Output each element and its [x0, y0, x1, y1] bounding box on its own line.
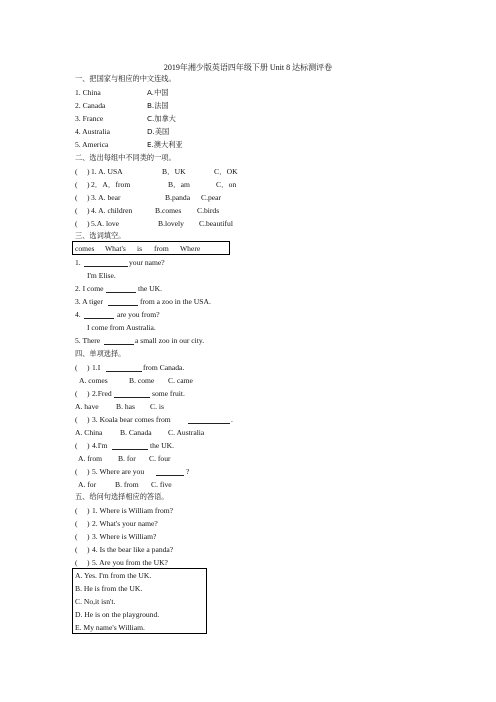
chinese-item: D.美国: [147, 127, 170, 136]
option-c: C.beautiful: [199, 219, 233, 228]
option-b: B．am: [168, 180, 190, 189]
choice-option: A. for: [78, 480, 97, 489]
chinese-item: A.中国: [147, 88, 169, 97]
answer-paren-close: ): [87, 506, 90, 515]
country-item: 3. France: [75, 114, 104, 123]
choice-option: B. Canada: [120, 428, 152, 437]
answer-paren-open: (: [75, 441, 78, 450]
answer-paren-close: ): [87, 167, 90, 176]
choice-option: B. from: [115, 480, 139, 489]
answer-paren-close: ): [87, 441, 90, 450]
choice-option: A. comes: [79, 376, 108, 385]
choice-question: 2.Fred: [92, 389, 112, 398]
choice-question: 5. Where are you: [92, 467, 145, 476]
answer-option: E. My name's William.: [75, 623, 145, 632]
option-a: 3. A. bear: [91, 193, 121, 202]
answer-paren-open: (: [75, 558, 78, 567]
option-c: C.birds: [197, 206, 220, 215]
answer-option: C. No,it isn't.: [75, 597, 116, 606]
word-bank-word: is: [137, 244, 143, 253]
answer-paren-open: (: [75, 545, 78, 554]
answer-paren-close: ): [87, 193, 90, 202]
match-question: 3. Where is William?: [92, 532, 157, 541]
answer-paren-open: (: [75, 180, 78, 189]
choice-question: the UK.: [150, 441, 175, 450]
option-b: B.comes: [155, 206, 182, 215]
fill-blank-question: your name?: [129, 258, 165, 267]
choice-question: ?: [186, 467, 190, 476]
answer-blank[interactable]: [112, 442, 148, 450]
fill-blank-question: 5. There: [75, 336, 101, 345]
option-a: 4. A. children: [91, 206, 133, 215]
word-bank-word: Where: [180, 244, 201, 253]
answer-paren-open: (: [75, 519, 78, 528]
answer-paren-open: (: [75, 363, 78, 372]
answer-paren-open: (: [75, 506, 78, 515]
answer-blank[interactable]: [84, 259, 128, 267]
match-question: 4. Is the bear like a panda?: [92, 545, 174, 554]
answer-paren-close: ): [87, 519, 90, 528]
fill-blank-question: a small zoo in our city.: [135, 336, 205, 345]
answer-paren-close: ): [87, 363, 90, 372]
answer-paren-close: ): [87, 558, 90, 567]
answer-text: I come from Australia.: [87, 323, 156, 332]
word-bank-word: What's: [105, 244, 126, 253]
choice-option: C. four: [149, 454, 171, 463]
answer-paren-open: (: [75, 167, 78, 176]
page-title: 2019年湘少版英语四年级下册 Unit 8 达标测评卷: [163, 63, 333, 72]
choice-option: B. for: [118, 454, 136, 463]
chinese-item: B.法国: [147, 101, 169, 110]
answer-blank[interactable]: [106, 285, 136, 293]
section4-heading: 四、单项选择。: [75, 349, 126, 358]
option-b: B.panda: [165, 193, 191, 202]
choice-option: C. is: [150, 402, 164, 411]
word-bank-word: comes: [75, 244, 95, 253]
country-item: 4. Australia: [75, 127, 111, 136]
answer-blank[interactable]: [84, 311, 114, 319]
answer-paren-close: ): [87, 389, 90, 398]
answer-paren-open: (: [75, 206, 78, 215]
fill-blank-question: 1.: [75, 258, 81, 267]
match-question: 2. What's your name?: [92, 519, 158, 528]
country-item: 5. America: [75, 140, 109, 149]
choice-question: from Canada.: [143, 363, 185, 372]
chinese-item: C.加拿大: [147, 114, 176, 123]
fill-blank-question: are you from?: [117, 310, 160, 319]
match-question: 5. Are you from the UK?: [92, 558, 168, 567]
word-bank: [72, 241, 230, 255]
answer-text: I'm Elise.: [87, 271, 116, 280]
section3-heading: 三、选词填空。: [75, 231, 126, 240]
choice-option: B. has: [116, 402, 135, 411]
answer-paren-open: (: [75, 193, 78, 202]
choice-question: 3. Koala bear comes from: [92, 415, 171, 424]
choice-option: A. have: [75, 402, 99, 411]
answer-paren-close: ): [87, 467, 90, 476]
answer-paren-open: (: [75, 415, 78, 424]
country-item: 2. Canada: [75, 101, 106, 110]
choice-question: some fruit.: [152, 389, 185, 398]
option-b: B．UK: [162, 167, 186, 176]
answer-paren-close: ): [87, 545, 90, 554]
section2-heading: 二、选出每组中不同类的一项。: [75, 153, 176, 162]
option-a: 2．A．from: [91, 180, 131, 189]
choice-question: 1.I: [92, 363, 101, 372]
answer-paren-open: (: [75, 467, 78, 476]
answer-paren-open: (: [75, 219, 78, 228]
choice-option: B. come: [129, 376, 155, 385]
option-a: 5.A. love: [91, 219, 120, 228]
section1-heading: 一、把国家与相应的中文连线。: [75, 74, 176, 83]
option-a: 1. A. USA: [91, 167, 123, 176]
answer-option: B. He is from the UK.: [75, 584, 143, 593]
answer-paren-close: ): [87, 180, 90, 189]
answer-paren-close: ): [87, 219, 90, 228]
fill-blank-question: from a zoo in the USA.: [140, 297, 211, 306]
answer-paren-open: (: [75, 532, 78, 541]
fill-blank-question: 3. A tiger: [75, 297, 104, 306]
match-question: 1. Where is William from?: [92, 506, 174, 515]
fill-blank-question: the UK.: [138, 284, 163, 293]
answer-blank[interactable]: [108, 298, 138, 306]
option-b: B.lovely: [158, 219, 184, 228]
chinese-item: E.澳大利亚: [147, 140, 183, 149]
answer-paren-close: ): [87, 206, 90, 215]
choice-option: A. from: [78, 454, 103, 463]
choice-option: A. China: [75, 428, 103, 437]
answer-paren-open: (: [75, 389, 78, 398]
choice-question: 4.I'm: [92, 441, 108, 450]
answer-blank[interactable]: [106, 364, 142, 372]
answer-paren-close: ): [87, 532, 90, 541]
word-bank-word: from: [154, 244, 169, 253]
answer-option: A. Yes. I'm from the UK.: [75, 571, 152, 580]
answer-paren-close: ): [87, 415, 90, 424]
fill-blank-question: 2. I come: [75, 284, 104, 293]
choice-option: C. five: [151, 480, 172, 489]
answer-blank[interactable]: [104, 337, 134, 345]
choice-option: C. came: [168, 376, 193, 385]
country-item: 1. China: [75, 88, 101, 97]
answer-blank[interactable]: [188, 416, 230, 424]
option-c: C．OK: [214, 167, 238, 176]
option-c: C.pear: [201, 193, 222, 202]
answer-blank[interactable]: [156, 468, 184, 476]
choice-question: .: [231, 415, 233, 424]
fill-blank-question: 4.: [75, 310, 81, 319]
choice-option: C. Australia: [168, 428, 205, 437]
section5-heading: 五、给问句选择相应的答语。: [75, 492, 169, 501]
answer-blank[interactable]: [114, 390, 150, 398]
option-c: C．on: [216, 180, 237, 189]
answer-option: D. He is on the playground.: [75, 610, 160, 619]
